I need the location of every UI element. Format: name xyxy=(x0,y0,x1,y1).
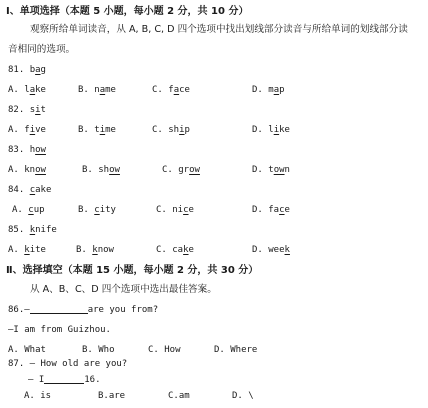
word-fragment: ke xyxy=(35,85,46,95)
word-fragment: g xyxy=(40,65,46,75)
option-label: C. xyxy=(152,125,169,135)
word-fragment: f xyxy=(24,125,30,135)
underlined-letters: ow xyxy=(35,145,46,155)
word-fragment: e xyxy=(284,205,290,215)
underlined-letters: i xyxy=(99,125,106,135)
word-fragment: p xyxy=(184,125,190,135)
word-fragment: s xyxy=(29,105,36,115)
underlined-letters: a xyxy=(273,85,280,95)
word-fragment: l xyxy=(24,85,30,95)
word-fragment: h xyxy=(29,145,36,155)
word-fragment: t xyxy=(268,165,274,175)
underlined-letters: k xyxy=(92,245,98,255)
question-83-option-a xyxy=(8,164,46,176)
question-82-option-a xyxy=(8,124,46,136)
word-fragment: ve xyxy=(35,125,46,135)
q86-stem-prefix: 86.— xyxy=(8,305,30,315)
word-fragment: l xyxy=(268,125,274,135)
word-fragment: sh xyxy=(98,165,110,175)
option-label: D. xyxy=(252,205,269,215)
option-label: A. xyxy=(8,165,25,175)
q87-response-prefix: — I xyxy=(28,375,45,385)
question-84-option-a xyxy=(12,204,45,216)
word-fragment: b xyxy=(29,65,36,75)
option-label: D. xyxy=(252,165,269,175)
q86-response: —I am from Guizhou. xyxy=(8,325,111,335)
question-82-word xyxy=(8,104,46,116)
question-81-option-c xyxy=(152,84,190,96)
word-fragment: ca xyxy=(172,245,184,255)
question-85-option-d xyxy=(252,244,290,256)
underlined-letters: ow xyxy=(109,165,120,175)
word-fragment: fa xyxy=(268,205,280,215)
word-fragment: p xyxy=(279,85,285,95)
option-label: A. xyxy=(12,205,29,215)
option-label: B. xyxy=(76,245,93,255)
q87-option-a: A. is xyxy=(24,391,52,401)
underlined-letters: i xyxy=(273,125,280,135)
option-label: B. xyxy=(78,205,95,215)
question-83-option-c xyxy=(162,164,200,176)
question-85-option-b xyxy=(76,244,114,256)
q87-option-c: C.am xyxy=(168,391,190,401)
underlined-letters: i xyxy=(35,105,41,115)
question-84-option-c xyxy=(156,204,194,216)
word-fragment: me xyxy=(105,85,116,95)
q87-blank xyxy=(44,383,84,384)
underlined-letters: i xyxy=(179,125,185,135)
option-label: A. xyxy=(8,85,25,95)
section1-instruction-line1: 观察所给单词读音，从 A, B, C, D 四个选项中找出划线部分读音与所给单词的划线部分读 xyxy=(30,24,408,35)
underlined-letters: a xyxy=(35,65,41,75)
word-fragment: ce xyxy=(179,85,190,95)
word-fragment: ake xyxy=(35,185,52,195)
word-fragment: m xyxy=(268,85,274,95)
word-fragment: e xyxy=(188,205,194,215)
question-84-option-b xyxy=(78,204,116,216)
question-84-option-d xyxy=(252,204,290,216)
underlined-letters: a xyxy=(173,85,180,95)
underlined-letters: a xyxy=(99,85,106,95)
q86-blank xyxy=(30,313,88,314)
word-fragment: ni xyxy=(172,205,184,215)
question-number: 84. xyxy=(8,185,30,195)
q86-option-b: B. Who xyxy=(82,345,115,355)
option-label: D. xyxy=(252,85,269,95)
word-fragment: f xyxy=(168,85,174,95)
question-85-word xyxy=(8,224,57,236)
word-fragment: nife xyxy=(35,225,57,235)
q87-response xyxy=(28,374,101,386)
underlined-letters: ow xyxy=(189,165,200,175)
word-fragment: kn xyxy=(24,165,36,175)
word-fragment: wee xyxy=(268,245,285,255)
question-number: 83. xyxy=(8,145,30,155)
underlined-letters: a xyxy=(29,85,36,95)
question-84-word xyxy=(8,184,51,196)
word-fragment: ke xyxy=(279,125,290,135)
word-fragment: ity xyxy=(99,205,116,215)
underlined-letters: c xyxy=(29,185,36,195)
word-fragment: now xyxy=(97,245,114,255)
q87-stem: 87. — How old are you? xyxy=(8,359,128,369)
question-81-word xyxy=(8,64,46,76)
underlined-letters: c xyxy=(28,205,34,215)
section2-instruction: 从 A、B、C、D 四个选项中选出最佳答案。 xyxy=(30,284,217,295)
question-81-option-d xyxy=(252,84,285,96)
question-number: 85. xyxy=(8,225,30,235)
question-83-option-b xyxy=(82,164,120,176)
word-fragment: me xyxy=(105,125,116,135)
option-label: B. xyxy=(78,85,95,95)
option-label: C. xyxy=(156,205,173,215)
underlined-letters: k xyxy=(24,245,30,255)
underlined-letters: ow xyxy=(273,165,285,175)
option-label: C. xyxy=(162,165,179,175)
word-fragment: sh xyxy=(168,125,180,135)
underlined-letters: c xyxy=(183,205,189,215)
underlined-letters: k xyxy=(284,245,290,255)
section1-title: Ⅰ、单项选择（本题 5 小题，每小题 2 分，共 10 分） xyxy=(6,6,249,17)
q86-stem-suffix: are you from? xyxy=(87,305,159,315)
underlined-letters: c xyxy=(94,205,100,215)
underlined-letters: ow xyxy=(35,165,46,175)
option-label: B. xyxy=(82,165,99,175)
word-fragment: e xyxy=(188,245,194,255)
question-82-option-b xyxy=(78,124,116,136)
q86-option-a: A. What xyxy=(8,345,46,355)
option-label: D. xyxy=(252,125,269,135)
question-83-word xyxy=(8,144,46,156)
underlined-letters: i xyxy=(29,125,36,135)
question-83-option-d xyxy=(252,164,290,176)
question-85-option-a xyxy=(8,244,46,256)
section2-title: Ⅱ、选择填空（本题 15 小题，每小题 2 分，共 30 分） xyxy=(6,265,259,276)
q87-option-b: B.are xyxy=(98,391,126,401)
option-label: C. xyxy=(152,85,169,95)
question-number: 82. xyxy=(8,105,30,115)
question-85-option-c xyxy=(156,244,194,256)
q86-stem xyxy=(8,304,158,316)
word-fragment: up xyxy=(33,205,45,215)
word-fragment: gr xyxy=(178,165,190,175)
underlined-letters: c xyxy=(279,205,285,215)
option-label: A. xyxy=(8,245,25,255)
q87-option-d: D. \ xyxy=(232,391,254,401)
underlined-letters: k xyxy=(183,245,189,255)
question-81-option-a xyxy=(8,84,46,96)
option-label: D. xyxy=(252,245,269,255)
word-fragment: n xyxy=(94,85,100,95)
question-82-option-d xyxy=(252,124,290,136)
word-fragment: ite xyxy=(29,245,46,255)
word-fragment: t xyxy=(40,105,46,115)
q86-option-c: C. How xyxy=(148,345,181,355)
q87-response-suffix: 16. xyxy=(84,375,101,385)
q86-option-d: D. Where xyxy=(214,345,258,355)
question-number: 81. xyxy=(8,65,30,75)
question-82-option-c xyxy=(152,124,190,136)
word-fragment: t xyxy=(94,125,100,135)
underlined-letters: k xyxy=(29,225,36,235)
question-81-option-b xyxy=(78,84,116,96)
section1-instruction-line2: 音相同的选项。 xyxy=(8,44,76,55)
option-label: A. xyxy=(8,125,25,135)
option-label: C. xyxy=(156,245,173,255)
option-label: B. xyxy=(78,125,95,135)
word-fragment: n xyxy=(284,165,290,175)
